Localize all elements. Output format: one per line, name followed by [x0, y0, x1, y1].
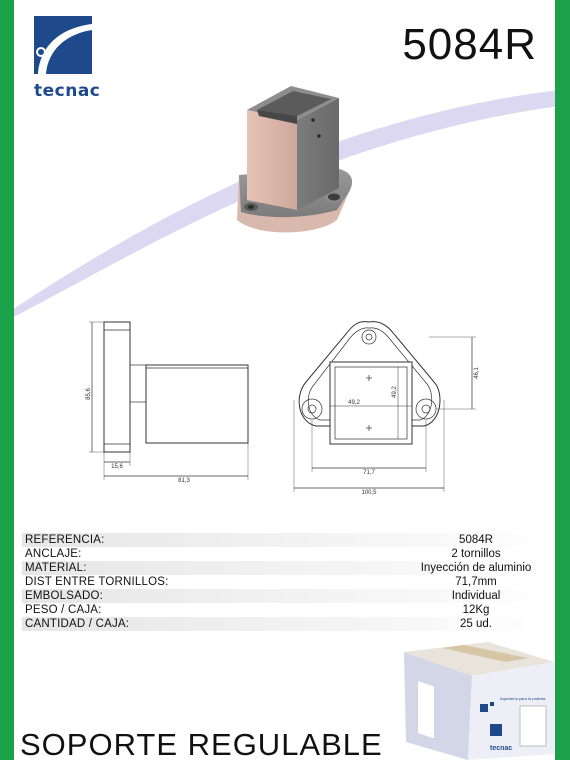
side-view-drawing [89, 322, 248, 480]
brand-name: tecnac [34, 81, 101, 101]
spec-value: 71,7mm [455, 576, 497, 588]
spec-label: REFERENCIA: [25, 534, 105, 546]
spec-row [22, 533, 555, 547]
dim-top-height: 46,1 [474, 367, 480, 379]
dim-side-total: 81,3 [178, 478, 190, 484]
spec-label: DIST ENTRE TORNILLOS: [25, 576, 169, 588]
spec-label: CANTIDAD / CAJA: [25, 618, 130, 630]
specs-table [22, 533, 555, 631]
product-sheet [14, 0, 555, 760]
spec-row [22, 617, 555, 631]
spec-row [22, 547, 555, 561]
reference-title: 5084R [402, 20, 537, 69]
dim-side-height: 85,6 [86, 388, 92, 400]
technical-drawings [84, 310, 504, 500]
top-view-drawing [294, 322, 476, 492]
shipping-box-image [402, 642, 555, 760]
spec-row [22, 561, 555, 575]
dim-top-hole-dist: 71,7 [363, 470, 375, 476]
spec-row [22, 589, 555, 603]
brand-logo [34, 16, 100, 101]
dim-top-inner-w: 49,2 [348, 400, 360, 406]
product-render [209, 80, 369, 245]
spec-value: 25 ud. [460, 618, 492, 630]
spec-value: 12Kg [462, 604, 490, 616]
spec-row [22, 575, 555, 589]
spec-value: 5084R [459, 534, 493, 546]
dim-side-base: 15,6 [111, 464, 123, 470]
spec-value: Inyección de aluminio [420, 562, 532, 574]
dim-top-inner-h: 49,2 [392, 386, 398, 398]
dim-top-total: 100,5 [361, 490, 377, 496]
product-name: SOPORTE REGULABLE [20, 727, 383, 760]
spec-value: Individual [451, 590, 501, 602]
spec-row [22, 603, 555, 617]
box-tagline: Ingeniería para la palleria [500, 696, 546, 701]
tecnac-logo-icon [34, 16, 92, 74]
spec-label: EMBOLSADO: [25, 590, 104, 602]
spec-label: PESO / CAJA: [25, 604, 102, 616]
spec-label: MATERIAL: [25, 562, 87, 574]
spec-value: 2 tornillos [451, 548, 501, 560]
box-brand: tecnac [490, 745, 513, 752]
spec-label: ANCLAJE: [25, 548, 82, 560]
